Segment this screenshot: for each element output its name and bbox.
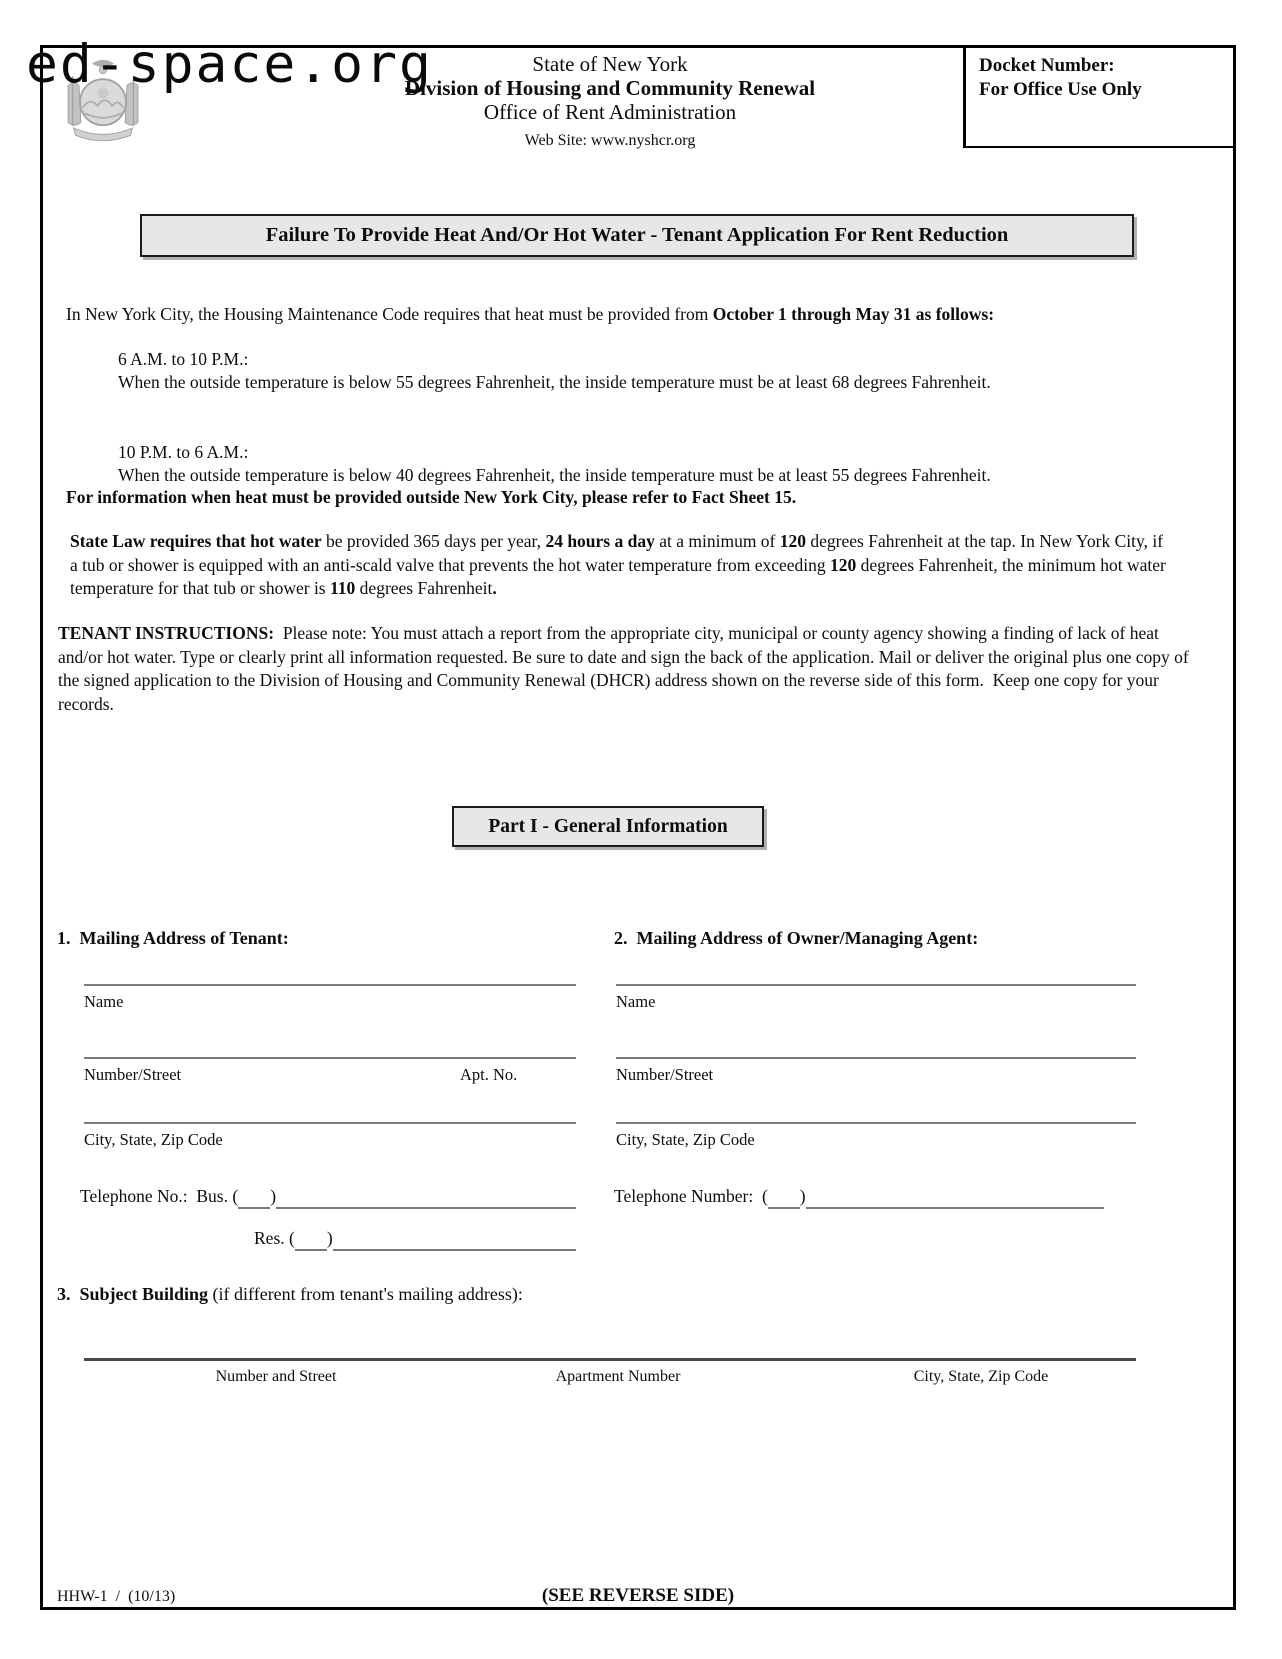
tenant-street-field[interactable] xyxy=(84,1057,576,1059)
owner-phone-row xyxy=(614,1186,1104,1209)
tenant-phone-res-label: Res. ( xyxy=(254,1228,295,1248)
docket-number-box[interactable] xyxy=(963,45,1236,148)
owner-name-field[interactable] xyxy=(616,984,1136,986)
office-name: Office of Rent Administration xyxy=(483,100,737,124)
subject-building-field[interactable] xyxy=(84,1358,1136,1361)
tenant-phone-bus-close-paren: ) xyxy=(270,1186,277,1206)
tenant-bus-number-field[interactable] xyxy=(276,1187,576,1209)
part1-title: Part I - General Information xyxy=(488,816,728,837)
subject-apt-label: Apartment Number xyxy=(555,1368,681,1385)
owner-street-label: Number/Street xyxy=(616,1065,714,1084)
tenant-street-label: Number/Street xyxy=(84,1065,182,1084)
state-name: State of New York xyxy=(532,52,688,76)
docket-number-label: Docket Number: xyxy=(979,55,1115,76)
item1-heading: 1. Mailing Address of Tenant: xyxy=(57,928,289,948)
tenant-res-area-code-field[interactable] xyxy=(295,1229,327,1251)
tenant-res-number-field[interactable] xyxy=(333,1229,576,1251)
item2-heading: 2. Mailing Address of Owner/Managing Agent: xyxy=(614,928,979,948)
division-name: Division of Housing and Community Renewal xyxy=(404,76,816,100)
owner-number-field[interactable] xyxy=(806,1187,1104,1209)
tenant-city-field[interactable] xyxy=(84,1122,576,1124)
owner-phone-close-paren: ) xyxy=(799,1186,806,1206)
part1-banner xyxy=(452,806,764,847)
owner-city-field[interactable] xyxy=(616,1122,1136,1124)
tenant-phone-bus-label: Telephone No.: Bus. ( xyxy=(80,1186,239,1206)
tenant-instructions-paragraph: TENANT INSTRUCTIONS: Please note: You must attach a report from the appropriate city, municipal or county agency showing a finding of lack of heat and/or hot water. Type or clearly print all information requested. Be sure to date and sign the back of the application. Mail or deliver the original plus one copy of the signed application to the Division of Housing and Community Renewal (DHCR) address shown on the reverse side of this form. Keep one copy for your records. xyxy=(58,623,1189,714)
tenant-apt-label: Apt. No. xyxy=(460,1065,518,1084)
owner-city-label: City, State, Zip Code xyxy=(616,1130,755,1149)
watermark-text: ed-space.org xyxy=(26,34,433,95)
form-number: HHW-1 / (10/13) xyxy=(57,1588,176,1605)
tenant-phone-bus-row xyxy=(80,1186,576,1209)
tenant-phone-res-close-paren: ) xyxy=(326,1228,333,1248)
owner-phone-label: Telephone Number: ( xyxy=(614,1186,768,1206)
see-reverse-note: (SEE REVERSE SIDE) xyxy=(541,1585,735,1606)
hot-water-paragraph: State Law requires that hot water be provided 365 days per year, 24 hours a day at a minimum of 120 degrees Fahrenheit at the tap. In New York City, if a tub or shower is equipped with an anti-scald valve that prevents the hot water temperature from exceeding 120 degrees Fahrenheit, the minimum hot water temperature for that tub or shower is 110 degrees Fahrenheit. xyxy=(70,531,1166,598)
form-title-banner xyxy=(140,214,1134,257)
tenant-city-label: City, State, Zip Code xyxy=(84,1130,223,1149)
owner-name-label: Name xyxy=(616,992,656,1011)
intro-paragraph: In New York City, the Housing Maintenance Code requires that heat must be provided from October 1 through May 31 as follows: xyxy=(66,304,995,324)
form-title: Failure To Provide Heat And/Or Hot Water - Tenant Application For Rent Reduction xyxy=(265,224,1009,246)
tenant-phone-res-row xyxy=(254,1228,576,1251)
item3-heading: 3. Subject Building (if different from tenant's mailing address): xyxy=(57,1284,523,1304)
owner-area-code-field[interactable] xyxy=(768,1187,800,1209)
schedule-time-night: 10 P.M. to 6 A.M.: xyxy=(118,442,249,462)
outside-nyc-note: For information when heat must be provided outside New York City, please refer to Fact Sheet 15. xyxy=(66,487,797,507)
tenant-name-field[interactable] xyxy=(84,984,576,986)
schedule-time-day: 6 A.M. to 10 P.M.: xyxy=(118,349,249,369)
website-url: Web Site: www.nyshcr.org xyxy=(524,132,696,149)
agency-header xyxy=(150,52,1070,153)
docket-office-use-label: For Office Use Only xyxy=(979,79,1142,100)
schedule-desc-night: When the outside temperature is below 40 degrees Fahrenheit, the inside temperature must be at least 55 degrees Fahrenheit. xyxy=(118,465,991,485)
tenant-bus-area-code-field[interactable] xyxy=(238,1187,270,1209)
tenant-name-label: Name xyxy=(84,992,124,1011)
owner-street-field[interactable] xyxy=(616,1057,1136,1059)
schedule-desc-day: When the outside temperature is below 55 degrees Fahrenheit, the inside temperature must be at least 68 degrees Fahrenheit. xyxy=(118,372,991,392)
subject-street-label: Number and Street xyxy=(215,1368,337,1385)
subject-city-label: City, State, Zip Code xyxy=(913,1368,1049,1385)
